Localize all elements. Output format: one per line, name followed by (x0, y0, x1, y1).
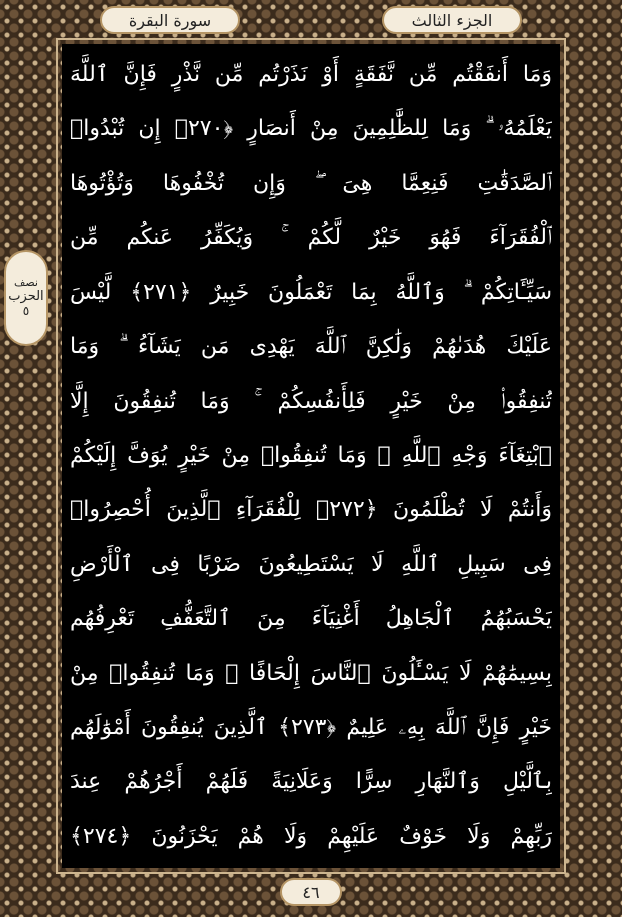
verse-line: رَبِّهِمْ وَلَا خَوْفٌ عَلَيْهِمْ وَلَا هُمْ يَحْزَنُونَ ﴿٢٧٤﴾ (70, 823, 552, 849)
verse-line: بِٱلَّيْلِ وَٱلنَّهَارِ سِرًّا وَعَلَانِيَةً فَلَهُمْ أَجْرُهُمْ عِندَ (70, 769, 552, 795)
verse-line: ٱلصَّدَقَٰتِ فَنِعِمَّا هِىَ ۖ وَإِن تُخْفُوهَا وَتُؤْتُوهَا (70, 170, 552, 196)
hizb-number: ٥ (22, 303, 30, 318)
juz-name: الجزء الثالث (411, 10, 493, 30)
verse-lines (70, 52, 552, 860)
page-number-badge (280, 878, 342, 906)
verse-line: وَأَنتُمْ لَا تُظْلَمُونَ ﴿٢٧٢﴾ لِلْفُقَرَآءِ ٱلَّذِينَ أُحْصِرُوا۟ (70, 497, 552, 523)
juz-name-header (382, 6, 522, 34)
verse-line: فِى سَبِيلِ ٱللَّهِ لَا يَسْتَطِيعُونَ ضَرْبًا فِى ٱلْأَرْضِ (70, 551, 552, 577)
verse-line: سَيِّـَٔاتِكُمْ ۗ وَٱللَّهُ بِمَا تَعْمَلُونَ خَبِيرٌ ﴿٢٧١﴾ لَّيْسَ (70, 279, 552, 305)
verse-line: ٱبْتِغَآءَ وَجْهِ ٱللَّهِ ۚ وَمَا تُنفِقُوا۟ مِنْ خَيْرٍ يُوَفَّ إِلَيْكُمْ (70, 442, 552, 468)
hizb-label: الحزب (8, 288, 44, 304)
surah-name-header (100, 6, 240, 34)
page-number: ٤٦ (302, 882, 320, 902)
verse-line: بِسِيمَٰهُمْ لَا يَسْـَٔلُونَ ٱلنَّاسَ إِلْحَافًا ۗ وَمَا تُنفِقُوا۟ مِنْ (70, 660, 552, 686)
hizb-fraction: نصف (14, 276, 38, 290)
verse-line: ٱلْفُقَرَآءَ فَهُوَ خَيْرٌ لَّكُمْ ۚ وَيُكَفِّرُ عَنكُم مِّن (70, 225, 552, 251)
hizb-marker (4, 250, 48, 346)
verse-line: يَحْسَبُهُمُ ٱلْجَاهِلُ أَغْنِيَآءَ مِنَ ٱلتَّعَفُّفِ تَعْرِفُهُم (70, 606, 552, 632)
verse-line: وَمَا أَنفَقْتُم مِّن نَّفَقَةٍ أَوْ نَذَرْتُم مِّن نَّذْرٍ فَإِنَّ ٱللَّهَ (70, 62, 552, 87)
surah-name: سورة البقرة (128, 10, 212, 30)
verse-line: خَيْرٍ فَإِنَّ ٱللَّهَ بِهِۦ عَلِيمٌ ﴿٢٧٣﴾ ٱلَّذِينَ يُنفِقُونَ أَمْوَٰلَهُم (70, 715, 552, 741)
verse-line: يَعْلَمُهُۥ ۗ وَمَا لِلظَّٰلِمِينَ مِنْ أَنصَارٍ ﴿٢٧٠﴾ إِن تُبْدُوا۟ (70, 116, 552, 142)
verse-line: تُنفِقُوا۟ مِنْ خَيْرٍ فَلِأَنفُسِكُمْ ۚ وَمَا تُنفِقُونَ إِلَّا (70, 388, 552, 414)
verse-line: عَلَيْكَ هُدَىٰهُمْ وَلَٰكِنَّ ٱللَّهَ يَهْدِى مَن يَشَآءُ ۗ وَمَا (70, 334, 552, 360)
